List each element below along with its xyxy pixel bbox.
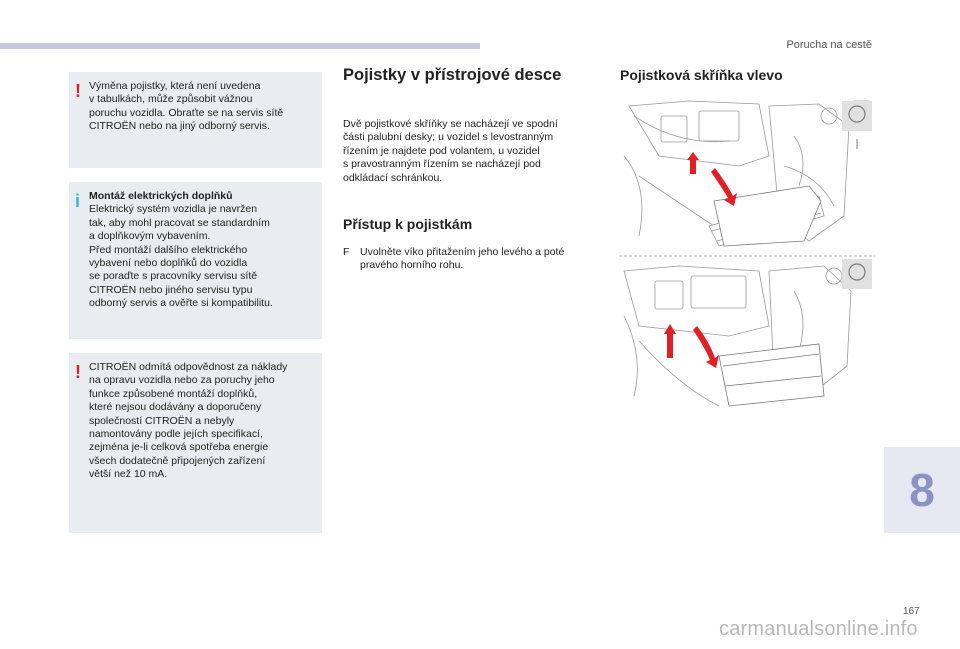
page-title: Pojistky v přístrojové desce (343, 66, 562, 84)
lower-arrows (664, 324, 719, 368)
access-step (343, 246, 603, 273)
fusebox-heading: Pojistková skříňka vlevo (620, 67, 783, 83)
rhd-fuse-cover (719, 344, 824, 406)
header-accent-bar (0, 43, 480, 49)
step-bullet: F (343, 246, 350, 258)
chapter-number: 8 (909, 464, 935, 516)
warning-text: CITROËN odmítá odpovědnost za náklady na opravu vozidla nebo za poruchy jeho funkce způsobené montáží doplňků, které nejsou dodávány a doporučeny společností CITROËN a nebyly namontovány podle jejích specifikací, zejména je-li celková spotřeba energie všech dodatečně připojených zařízení větší než 10 mA. (89, 361, 288, 481)
info-box-accessories (69, 182, 322, 339)
warning-box-liability (69, 353, 322, 533)
warning-box-fuse-replacement (69, 72, 322, 168)
arrow-up-icon (687, 152, 699, 174)
access-heading: Přístup k pojistkám (343, 216, 473, 232)
access-step-text: Uvolněte víko přitažením jeho levého a poté pravého horního rohu. (360, 246, 565, 272)
intro-paragraph: Dvě pojistkové skříňky se nacházejí ve spodní části palubní desky; u vozidel s levostranným řízením je najdete pod volantem, u vozidel s pravostranným řízením se nacházejí pod odkládací schránkou. (343, 118, 558, 184)
exclamation-icon: ! (75, 362, 81, 382)
warning-text: Výměna pojistky, která není uvedena v tabulkách, může způsobit vážnou poruchu vozidla. Obraťte se na servis sítě CITROËN nebo na jiný odborný servis. (89, 80, 284, 133)
info-title: Montáž elektrických doplňků (89, 190, 233, 202)
chapter-tab (884, 447, 960, 533)
section-title: Porucha na cestě (786, 39, 872, 51)
fusebox-illustration (619, 96, 875, 408)
upper-arrows (687, 152, 737, 206)
page-number: 167 (903, 606, 920, 617)
info-text: Elektrický systém vozidla je navržen tak, aby mohl pracovat se standardním a doplňkovým vybavením. Před montáží dalšího elektrického vybavení nebo doplňků do vozidla se poraďte s pracovníky servisu sítě CITROËN nebo jiného servisu typu odborný servis a ověřte si kompatibilitu. (89, 203, 273, 310)
arrow-curved-icon (693, 326, 719, 368)
info-icon: i (75, 191, 81, 211)
exclamation-icon: ! (75, 81, 81, 101)
watermark: carmanualsonline.info (719, 618, 918, 640)
